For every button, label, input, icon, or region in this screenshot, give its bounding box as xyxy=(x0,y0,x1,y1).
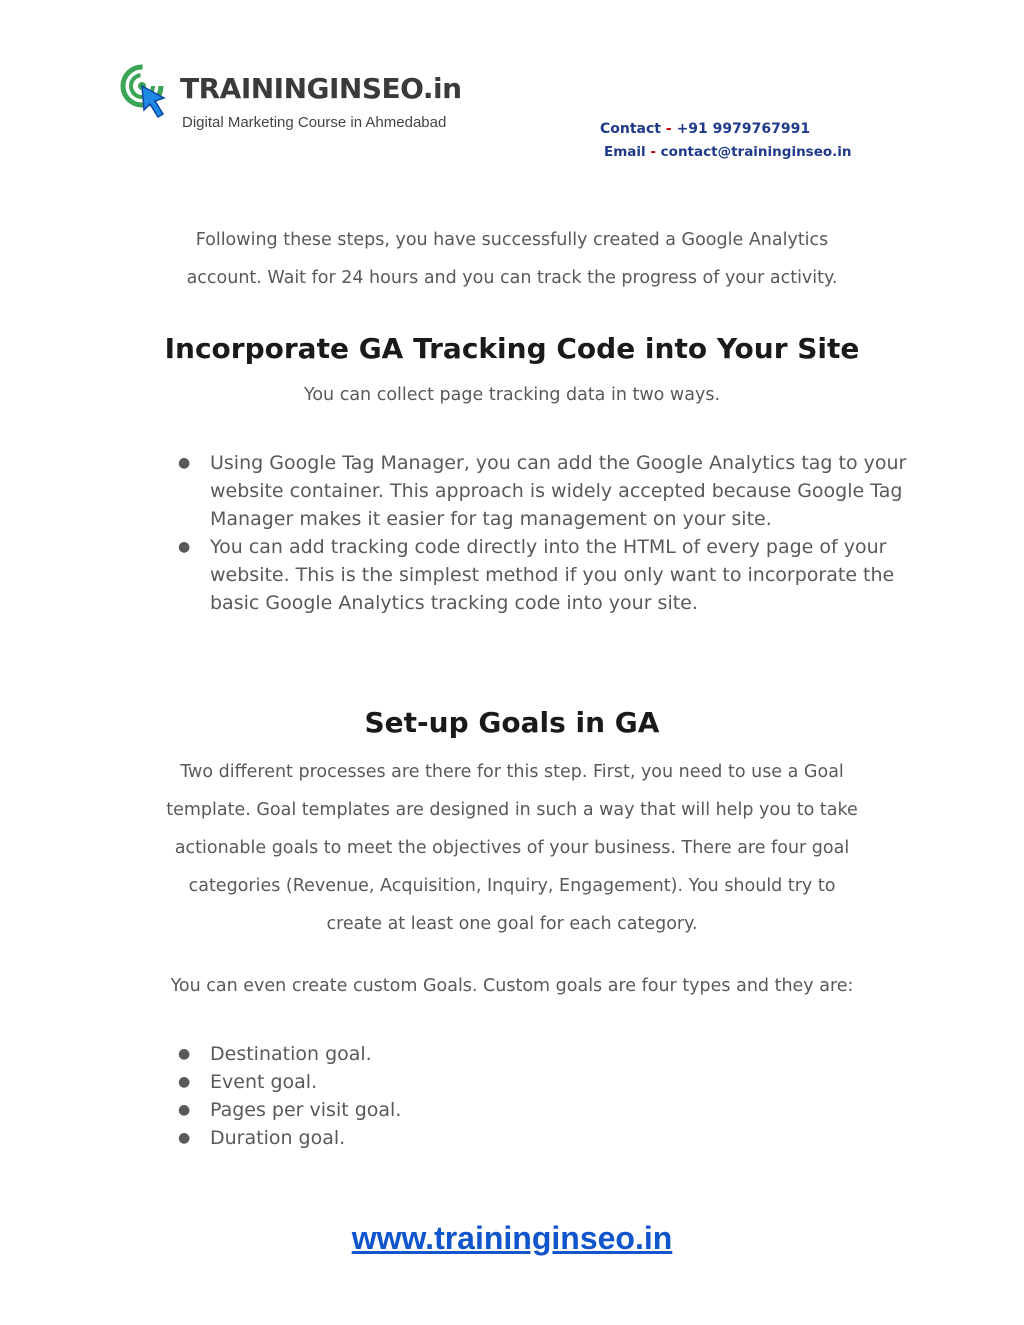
contact-phone-line xyxy=(600,118,852,141)
list-item: ● Using Google Tag Manager, you can add the Google Analytics tag to your website container. This approach is widely accepted because Google Tag Manager makes it easier for tag management on your site. xyxy=(178,449,908,533)
bullet-icon: ● xyxy=(178,539,191,555)
email-label: Email xyxy=(604,144,646,160)
section-heading-tracking-code: Incorporate GA Tracking Code into Your Site xyxy=(164,332,860,365)
list-item: ● You can add tracking code directly into the HTML of every page of your website. This is the simplest method if you only want to incorporate the basic Google Analytics tracking code into your site. xyxy=(178,533,908,617)
bullet-icon: ● xyxy=(178,1102,191,1118)
intro-paragraph xyxy=(120,221,904,297)
list-item: ● Duration goal. xyxy=(178,1124,908,1152)
list-item: ● Event goal. xyxy=(178,1068,908,1096)
intro-line: account. Wait for 24 hours and you can track the progress of your activity. xyxy=(186,268,838,288)
goals-line: categories (Revenue, Acquisition, Inquiry, Engagement). You should try to xyxy=(188,876,836,896)
list-item: ● Pages per visit goal. xyxy=(178,1096,908,1124)
bullet-icon: ● xyxy=(178,455,191,471)
section-subtext: You can collect page tracking data in two ways. xyxy=(303,385,721,405)
email-link[interactable]: contact@traininginseo.in xyxy=(660,144,852,160)
bullet-icon: ● xyxy=(178,1074,191,1090)
custom-goals-list xyxy=(178,1040,908,1152)
bullet-icon: ● xyxy=(178,1130,191,1146)
logo-tagline: Digital Marketing Course in Ahmedabad xyxy=(182,114,447,131)
goals-line: actionable goals to meet the objectives of your business. There are four goal xyxy=(174,838,850,858)
contact-label: Contact xyxy=(600,121,661,137)
intro-line: Following these steps, you have successfully created a Google Analytics xyxy=(195,230,829,250)
goals-line: template. Goal templates are designed in such a way that will help you to take xyxy=(166,800,858,820)
custom-goals-text: You can even create custom Goals. Custom goals are four types and they are: xyxy=(170,976,854,996)
logo xyxy=(120,58,460,138)
contact-email-line xyxy=(600,141,852,164)
goals-paragraph xyxy=(120,753,904,943)
contact-separator: - xyxy=(665,121,672,137)
website-link[interactable]: www.traininginseo.in xyxy=(351,1220,673,1256)
goals-line: create at least one goal for each category. xyxy=(326,914,698,934)
contact-phone[interactable]: +91 9979767991 xyxy=(676,121,811,137)
tracking-methods-list xyxy=(178,449,908,617)
section-heading-goals: Set-up Goals in GA xyxy=(364,706,660,739)
logo-name: TRAININGINSEO.in xyxy=(180,72,462,105)
email-separator: - xyxy=(650,144,656,160)
list-item: ● Destination goal. xyxy=(178,1040,908,1068)
bullet-icon: ● xyxy=(178,1046,191,1062)
target-cursor-icon xyxy=(120,62,174,120)
goals-line: Two different processes are there for this step. First, you need to use a Goal xyxy=(180,762,844,782)
contact-block xyxy=(600,118,852,164)
